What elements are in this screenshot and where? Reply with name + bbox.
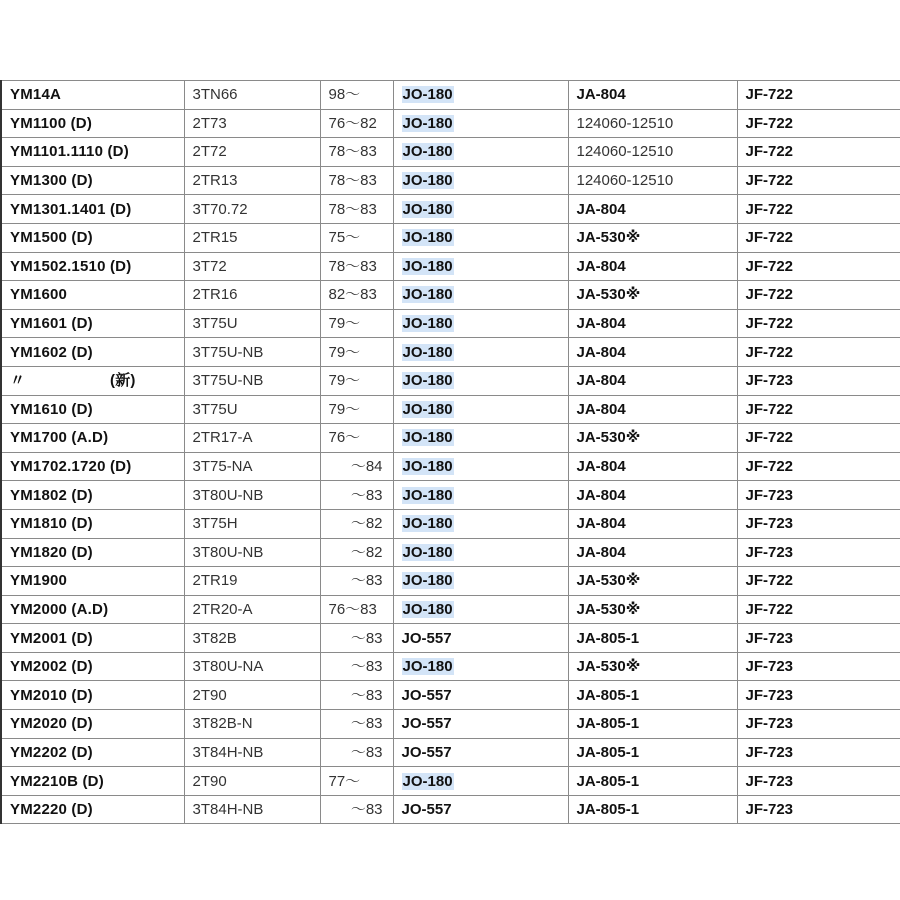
- air-filter-cell: JA-530※: [568, 595, 737, 624]
- model-cell: [1, 652, 184, 681]
- year-cell: 78～83: [320, 138, 393, 167]
- oil-filter-cell: [393, 195, 568, 224]
- oil-filter-cell: [393, 395, 568, 424]
- table-row: [1, 738, 900, 767]
- model-cell: [1, 452, 184, 481]
- table-row: [1, 195, 900, 224]
- model-name: YM1700 (A.D): [10, 429, 109, 447]
- air-filter-cell: JA-530※: [568, 281, 737, 310]
- table-row: [1, 681, 900, 710]
- air-filter-cell: JA-805-1: [568, 795, 737, 824]
- table-row: [1, 509, 900, 538]
- oil-filter-code: JO-557: [401, 715, 452, 733]
- air-filter-cell: JA-804: [568, 338, 737, 367]
- table-body: [1, 81, 900, 824]
- oil-filter-cell: [393, 538, 568, 567]
- air-filter-cell: JA-805-1: [568, 624, 737, 653]
- oil-filter-code: JO-180: [402, 429, 453, 447]
- air-filter-cell: JA-805-1: [568, 710, 737, 739]
- model-cell: [1, 681, 184, 710]
- model-cell: [1, 109, 184, 138]
- model-name: YM1820 (D): [10, 543, 93, 561]
- year-cell: 76～83: [320, 595, 393, 624]
- model-cell: [1, 538, 184, 567]
- year-cell: ～83: [320, 652, 393, 681]
- fuel-filter-cell: JF-722: [737, 81, 900, 110]
- oil-filter-code: JO-180: [402, 286, 453, 304]
- fuel-filter-cell: JF-722: [737, 138, 900, 167]
- oil-filter-code: JO-180: [402, 372, 453, 390]
- table-row: [1, 424, 900, 453]
- air-filter-cell: 124060-12510: [568, 166, 737, 195]
- fuel-filter-cell: JF-723: [737, 652, 900, 681]
- fuel-filter-cell: JF-723: [737, 767, 900, 796]
- table-row: [1, 538, 900, 567]
- fuel-filter-cell: JF-723: [737, 738, 900, 767]
- oil-filter-code: JO-557: [401, 686, 452, 704]
- model-name: YM1810 (D): [10, 515, 93, 533]
- oil-filter-code: JO-180: [402, 200, 453, 218]
- fuel-filter-cell: JF-722: [737, 195, 900, 224]
- air-filter-cell: JA-530※: [568, 223, 737, 252]
- table-row: [1, 366, 900, 395]
- model-cell: [1, 223, 184, 252]
- air-filter-cell: JA-804: [568, 538, 737, 567]
- air-filter-cell: JA-804: [568, 366, 737, 395]
- oil-filter-cell: [393, 366, 568, 395]
- oil-filter-cell: [393, 738, 568, 767]
- year-cell: 79～: [320, 395, 393, 424]
- oil-filter-code: JO-180: [402, 543, 453, 561]
- table-row: [1, 567, 900, 596]
- engine-cell: 3T75U-NB: [184, 366, 320, 395]
- oil-filter-code: JO-180: [402, 343, 453, 361]
- year-cell: ～83: [320, 567, 393, 596]
- model-cell: [1, 252, 184, 281]
- table-row: [1, 395, 900, 424]
- model-name: YM2210B (D): [10, 772, 104, 790]
- fuel-filter-cell: JF-722: [737, 252, 900, 281]
- model-note: (新): [110, 372, 136, 390]
- year-cell: 75～: [320, 223, 393, 252]
- air-filter-cell: JA-804: [568, 509, 737, 538]
- model-name: YM1301.1401 (D): [10, 200, 132, 218]
- model-cell: [1, 81, 184, 110]
- oil-filter-cell: [393, 681, 568, 710]
- table-row: [1, 109, 900, 138]
- engine-cell: 3T80U-NA: [184, 652, 320, 681]
- engine-cell: 3T75H: [184, 509, 320, 538]
- engine-cell: 3T84H-NB: [184, 795, 320, 824]
- engine-cell: 2TR20-A: [184, 595, 320, 624]
- oil-filter-cell: [393, 567, 568, 596]
- model-name: YM2020 (D): [10, 715, 93, 733]
- year-cell: ～84: [320, 452, 393, 481]
- fuel-filter-cell: JF-723: [737, 624, 900, 653]
- oil-filter-cell: [393, 223, 568, 252]
- air-filter-cell: JA-804: [568, 452, 737, 481]
- oil-filter-cell: [393, 109, 568, 138]
- fuel-filter-cell: JF-722: [737, 166, 900, 195]
- model-name: YM1500 (D): [10, 229, 93, 247]
- engine-cell: 3T72: [184, 252, 320, 281]
- year-cell: 77～: [320, 767, 393, 796]
- air-filter-cell: JA-804: [568, 81, 737, 110]
- engine-cell: 3T82B: [184, 624, 320, 653]
- oil-filter-code: JO-557: [401, 801, 452, 819]
- engine-cell: 3T75U: [184, 309, 320, 338]
- oil-filter-code: JO-180: [402, 772, 453, 790]
- oil-filter-code: JO-180: [402, 229, 453, 247]
- oil-filter-code: JO-180: [402, 114, 453, 132]
- model-cell: [1, 567, 184, 596]
- engine-cell: 3TN66: [184, 81, 320, 110]
- air-filter-cell: JA-530※: [568, 424, 737, 453]
- model-name: YM1502.1510 (D): [10, 257, 132, 275]
- table-row: [1, 481, 900, 510]
- fuel-filter-cell: JF-723: [737, 366, 900, 395]
- model-name: YM1610 (D): [10, 400, 93, 418]
- year-cell: ～82: [320, 538, 393, 567]
- fuel-filter-cell: JF-723: [737, 710, 900, 739]
- year-cell: ～83: [320, 681, 393, 710]
- model-cell: [1, 767, 184, 796]
- fuel-filter-cell: JF-722: [737, 567, 900, 596]
- oil-filter-cell: [393, 509, 568, 538]
- model-name: YM2202 (D): [10, 743, 93, 761]
- oil-filter-cell: [393, 166, 568, 195]
- oil-filter-cell: [393, 81, 568, 110]
- oil-filter-code: JO-557: [401, 629, 452, 647]
- engine-cell: 3T84H-NB: [184, 738, 320, 767]
- oil-filter-cell: [393, 138, 568, 167]
- oil-filter-cell: [393, 710, 568, 739]
- model-name: YM1602 (D): [10, 343, 93, 361]
- engine-cell: 2TR15: [184, 223, 320, 252]
- table-row: [1, 452, 900, 481]
- model-cell: [1, 338, 184, 367]
- engine-cell: 2T73: [184, 109, 320, 138]
- oil-filter-cell: [393, 624, 568, 653]
- engine-cell: 2TR19: [184, 567, 320, 596]
- fuel-filter-cell: JF-722: [737, 309, 900, 338]
- oil-filter-cell: [393, 281, 568, 310]
- fuel-filter-cell: JF-722: [737, 338, 900, 367]
- model-cell: [1, 366, 184, 395]
- model-cell: [1, 309, 184, 338]
- year-cell: ～83: [320, 738, 393, 767]
- model-cell: [1, 738, 184, 767]
- air-filter-cell: 124060-12510: [568, 109, 737, 138]
- model-cell: [1, 481, 184, 510]
- model-name: YM1601 (D): [10, 315, 93, 333]
- oil-filter-code: JO-180: [402, 257, 453, 275]
- model-cell: [1, 624, 184, 653]
- table-row: [1, 338, 900, 367]
- air-filter-cell: JA-804: [568, 395, 737, 424]
- model-cell: [1, 509, 184, 538]
- table-row: [1, 624, 900, 653]
- oil-filter-cell: [393, 424, 568, 453]
- fuel-filter-cell: JF-722: [737, 109, 900, 138]
- engine-cell: 3T75-NA: [184, 452, 320, 481]
- model-cell: [1, 281, 184, 310]
- model-cell: [1, 138, 184, 167]
- air-filter-cell: JA-804: [568, 309, 737, 338]
- model-name: YM1900: [10, 572, 68, 590]
- model-name: YM2002 (D): [10, 658, 93, 676]
- year-cell: ～82: [320, 509, 393, 538]
- engine-cell: 2TR16: [184, 281, 320, 310]
- year-cell: 76～82: [320, 109, 393, 138]
- oil-filter-code: JO-180: [402, 86, 453, 104]
- engine-cell: 3T75U: [184, 395, 320, 424]
- table-row: [1, 252, 900, 281]
- oil-filter-code: JO-180: [402, 458, 453, 476]
- engine-cell: 3T82B-N: [184, 710, 320, 739]
- year-cell: 79～: [320, 338, 393, 367]
- model-name: 〃: [10, 372, 26, 390]
- model-name: YM1702.1720 (D): [10, 458, 132, 476]
- air-filter-cell: JA-804: [568, 481, 737, 510]
- year-cell: ～83: [320, 710, 393, 739]
- table-row: [1, 223, 900, 252]
- model-name: YM1101.1110 (D): [10, 143, 129, 161]
- model-cell: [1, 166, 184, 195]
- engine-cell: 3T80U-NB: [184, 481, 320, 510]
- model-name: YM2000 (A.D): [10, 600, 109, 618]
- oil-filter-cell: [393, 252, 568, 281]
- engine-cell: 2T90: [184, 767, 320, 796]
- year-cell: 78～83: [320, 166, 393, 195]
- fuel-filter-cell: JF-722: [737, 395, 900, 424]
- table-row: [1, 767, 900, 796]
- fuel-filter-cell: JF-723: [737, 795, 900, 824]
- model-cell: [1, 395, 184, 424]
- table-row: [1, 795, 900, 824]
- fuel-filter-cell: JF-723: [737, 481, 900, 510]
- year-cell: 76～: [320, 424, 393, 453]
- engine-cell: 2TR13: [184, 166, 320, 195]
- engine-cell: 3T80U-NB: [184, 538, 320, 567]
- table-row: [1, 652, 900, 681]
- model-name: YM1600: [10, 286, 68, 304]
- engine-cell: 2T72: [184, 138, 320, 167]
- year-cell: 79～: [320, 366, 393, 395]
- oil-filter-code: JO-180: [402, 658, 453, 676]
- oil-filter-cell: [393, 452, 568, 481]
- oil-filter-cell: [393, 795, 568, 824]
- fuel-filter-cell: JF-723: [737, 509, 900, 538]
- engine-cell: 3T70.72: [184, 195, 320, 224]
- oil-filter-code: JO-180: [402, 400, 453, 418]
- fuel-filter-cell: JF-722: [737, 281, 900, 310]
- model-name: YM2220 (D): [10, 801, 93, 819]
- oil-filter-cell: [393, 652, 568, 681]
- oil-filter-code: JO-180: [402, 600, 453, 618]
- filter-compatibility-table: [0, 80, 900, 824]
- parts-cross-reference-sheet: [0, 80, 900, 822]
- oil-filter-code: JO-180: [402, 315, 453, 333]
- oil-filter-cell: [393, 481, 568, 510]
- oil-filter-cell: [393, 595, 568, 624]
- engine-cell: 3T75U-NB: [184, 338, 320, 367]
- air-filter-cell: JA-530※: [568, 652, 737, 681]
- model-name: YM2010 (D): [10, 686, 93, 704]
- air-filter-cell: JA-804: [568, 252, 737, 281]
- oil-filter-cell: [393, 309, 568, 338]
- year-cell: 79～: [320, 309, 393, 338]
- table-row: [1, 710, 900, 739]
- model-cell: [1, 595, 184, 624]
- table-row: [1, 166, 900, 195]
- model-name: YM14A: [10, 86, 62, 104]
- model-cell: [1, 795, 184, 824]
- model-cell: [1, 710, 184, 739]
- year-cell: 78～83: [320, 252, 393, 281]
- year-cell: 78～83: [320, 195, 393, 224]
- model-cell: [1, 195, 184, 224]
- year-cell: ～83: [320, 795, 393, 824]
- air-filter-cell: JA-804: [568, 195, 737, 224]
- table-row: [1, 81, 900, 110]
- table-row: [1, 595, 900, 624]
- air-filter-cell: JA-530※: [568, 567, 737, 596]
- table-row: [1, 281, 900, 310]
- model-name: YM1300 (D): [10, 172, 93, 190]
- model-name: YM2001 (D): [10, 629, 93, 647]
- fuel-filter-cell: JF-723: [737, 681, 900, 710]
- oil-filter-code: JO-180: [402, 515, 453, 533]
- air-filter-cell: JA-805-1: [568, 738, 737, 767]
- air-filter-cell: 124060-12510: [568, 138, 737, 167]
- year-cell: 82～83: [320, 281, 393, 310]
- fuel-filter-cell: JF-722: [737, 424, 900, 453]
- fuel-filter-cell: JF-722: [737, 595, 900, 624]
- air-filter-cell: JA-805-1: [568, 681, 737, 710]
- fuel-filter-cell: JF-722: [737, 223, 900, 252]
- oil-filter-cell: [393, 338, 568, 367]
- model-name: YM1100 (D): [10, 114, 93, 132]
- year-cell: 98～: [320, 81, 393, 110]
- engine-cell: 2T90: [184, 681, 320, 710]
- oil-filter-code: JO-557: [401, 743, 452, 761]
- model-cell: [1, 424, 184, 453]
- air-filter-cell: JA-805-1: [568, 767, 737, 796]
- oil-filter-code: JO-180: [402, 172, 453, 190]
- oil-filter-code: JO-180: [402, 572, 453, 590]
- fuel-filter-cell: JF-722: [737, 452, 900, 481]
- table-row: [1, 309, 900, 338]
- year-cell: ～83: [320, 624, 393, 653]
- year-cell: ～83: [320, 481, 393, 510]
- oil-filter-code: JO-180: [402, 486, 453, 504]
- oil-filter-code: JO-180: [402, 143, 453, 161]
- model-name: YM1802 (D): [10, 486, 93, 504]
- table-row: [1, 138, 900, 167]
- fuel-filter-cell: JF-723: [737, 538, 900, 567]
- oil-filter-cell: [393, 767, 568, 796]
- engine-cell: 2TR17-A: [184, 424, 320, 453]
